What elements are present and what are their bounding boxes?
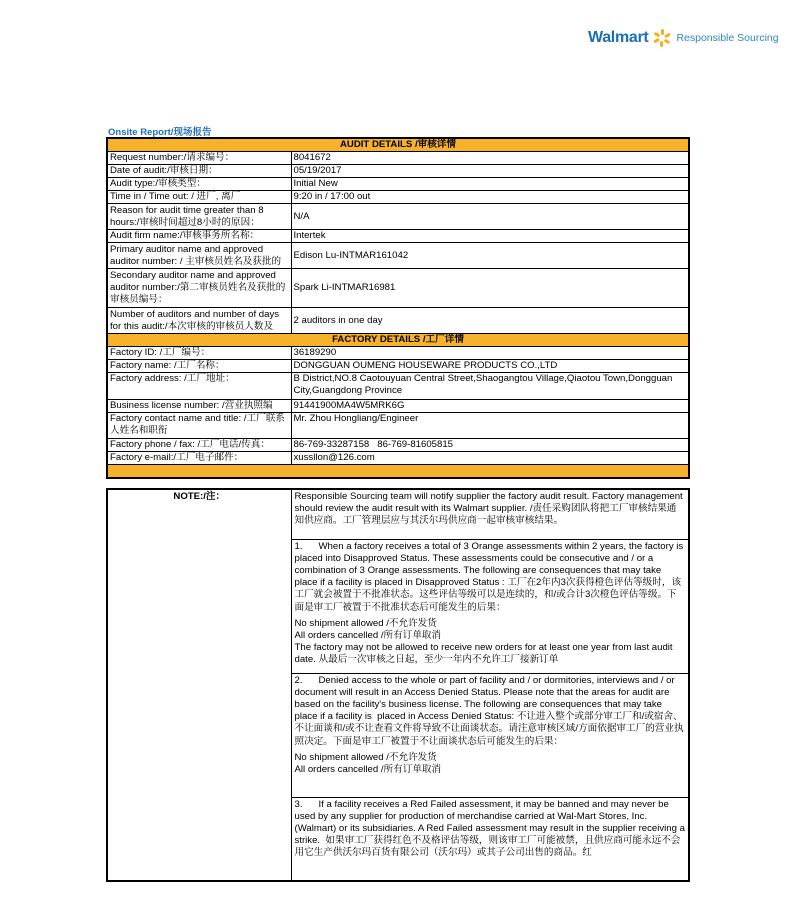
spark-icon	[652, 28, 672, 48]
note-1	[291, 539, 689, 673]
field-label: Primary auditor name and approved auditor number: / 主审核员姓名及获批的	[107, 243, 291, 269]
note-2-item: No shipment allowed /不允许发货	[294, 751, 437, 763]
report-title: Onsite Report/现场报告	[108, 127, 212, 138]
field-label: Factory ID: /工厂编号：	[107, 347, 291, 360]
field-label: Factory address: /工厂地址：	[107, 373, 291, 400]
field-value: 9:20 in / 17:00 out	[291, 191, 689, 204]
audit-details-header: AUDIT DETAILS /审核详情	[107, 138, 689, 152]
field-value: 91441900MA4W5MRK6G	[291, 400, 689, 413]
logo-brand: Walmart	[588, 29, 649, 46]
field-label: Factory contact name and title: /工厂联系人姓名和职衔	[107, 413, 291, 439]
note-2	[291, 673, 689, 797]
field-label: Secondary auditor name and approved auditor number:/第二审核员姓名及获批的审核员编号：	[107, 269, 291, 308]
note-2-text: 2. Denied access to the whole or part of facility and / or dormitories, interviews and / or document will result in an Access Denied Status. Please note that the areas for audit are based on the facility's business license. The following are consequences that may take place if a facility is placed in Access Denied Status: 不让进入整个或部分审工厂和/或宿舍、不让面谈和/或不让查看文件将导致不让面谈状态。请注意审核区域/方面依据审工厂的营业执照决定。下面是审工厂被置于不让面谈状态后可能发生的后果：	[294, 674, 684, 747]
field-label: Reason for audit time greater than 8 hours:/审核时间超过8小时的原因：	[107, 204, 291, 230]
note-3	[291, 797, 689, 881]
note-1-text: 1. When a factory receives a total of 3 Orange assessments within 2 years, the factory is placed into Disapproved Status. These assessments could be consecutive and / or a combination of 3 Orange assessments. The following are consequences that may take place if a facility is placed in Disapproved Status : 工厂在2年内3次获得橙色评估等级时，该工厂就会被置于不批准状态。这些评估等级可以是连续的，和/或合计3次橙色评估等级。下面是审工厂被置于不批准状态后可能发生的后果：	[294, 540, 686, 613]
note-1-item: All orders cancelled /所有订单取消	[294, 629, 442, 641]
field-value: N/A	[291, 204, 689, 230]
field-value: Intertek	[291, 230, 689, 243]
note-intro: Responsible Sourcing team will notify supplier the factory audit result. Factory management should review the audit result with its Walmart supplier. /责任采购团队将把工厂审核结果通知供应商。工厂管理层应与其沃尔玛供应商一起审核审核结果。	[291, 489, 689, 539]
field-value: DONGGUAN OUMENG HOUSEWARE PRODUCTS CO.,LTD	[291, 360, 689, 373]
field-label: Factory phone / fax: /工厂电话/传真：	[107, 439, 291, 452]
footer-band	[107, 465, 689, 478]
field-label: Audit firm name:/审核事务所名称：	[107, 230, 291, 243]
note-3-text: 3. If a facility receives a Red Failed assessment, it may be banned and may never be used by any supplier for production of merchandise carried at Wal-Mart Stores, Inc. (Walmart) or its subsidiaries. A Red Failed assessment may result in the supplier receiving a strike. 如果审工厂获得红色不及格评估等级，则该审工厂可能被禁，且供应商可能永远不会用它生产供沃尔玛百货有限公司（沃尔玛）或其子公司出售的商品。红	[294, 798, 688, 859]
field-value: Edison Lu-INTMAR161042	[291, 243, 689, 269]
field-label: Date of audit:/审核日期：	[107, 165, 291, 178]
notes-label: NOTE:/注：	[107, 489, 291, 881]
field-value: 8041672	[291, 152, 689, 165]
field-label: Audit type:/审核类型：	[107, 178, 291, 191]
details-table	[106, 137, 690, 479]
field-value: 36189290	[291, 347, 689, 360]
field-label: Factory name: /工厂名称：	[107, 360, 291, 373]
field-value: Mr. Zhou Hongliang/Engineer	[291, 413, 689, 439]
field-value: 05/19/2017	[291, 165, 689, 178]
walmart-logo	[588, 28, 779, 48]
field-value: B District,NO.8 Caotouyuan Central Street,Shaogangtou Village,Qiaotou Town,Dongguan City,Guangdong Province	[291, 373, 689, 400]
note-1-item: The factory may not be allowed to receive new orders for at least one year from last audit date. 从最后一次审核之日起，至少一年内不允许工厂接新订单	[294, 642, 673, 666]
field-value: Initial New	[291, 178, 689, 191]
field-value: Spark Li-INTMAR16981	[291, 269, 689, 308]
notes-table	[106, 488, 690, 882]
logo-tagline: Responsible Sourcing	[676, 32, 779, 44]
factory-details-header: FACTORY DETAILS /工厂详情	[107, 334, 689, 347]
field-value: xussllon@126.com	[291, 452, 689, 465]
field-label: Request number:/请求编号：	[107, 152, 291, 165]
note-1-item: No shipment allowed /不允许发货	[294, 617, 437, 629]
field-label: Factory e-mail:/工厂电子邮件：	[107, 452, 291, 465]
field-label: Time in / Time out: / 进厂, 离厂	[107, 191, 291, 204]
field-value: 2 auditors in one day	[291, 308, 689, 334]
field-label: Number of auditors and number of days for this audit:/本次审核的审核员人数及	[107, 308, 291, 334]
field-value: 86-769-33287158 86-769-81605815	[291, 439, 689, 452]
field-label: Business license number: /营业执照编	[107, 400, 291, 413]
note-2-item: All orders cancelled /所有订单取消	[294, 763, 442, 775]
